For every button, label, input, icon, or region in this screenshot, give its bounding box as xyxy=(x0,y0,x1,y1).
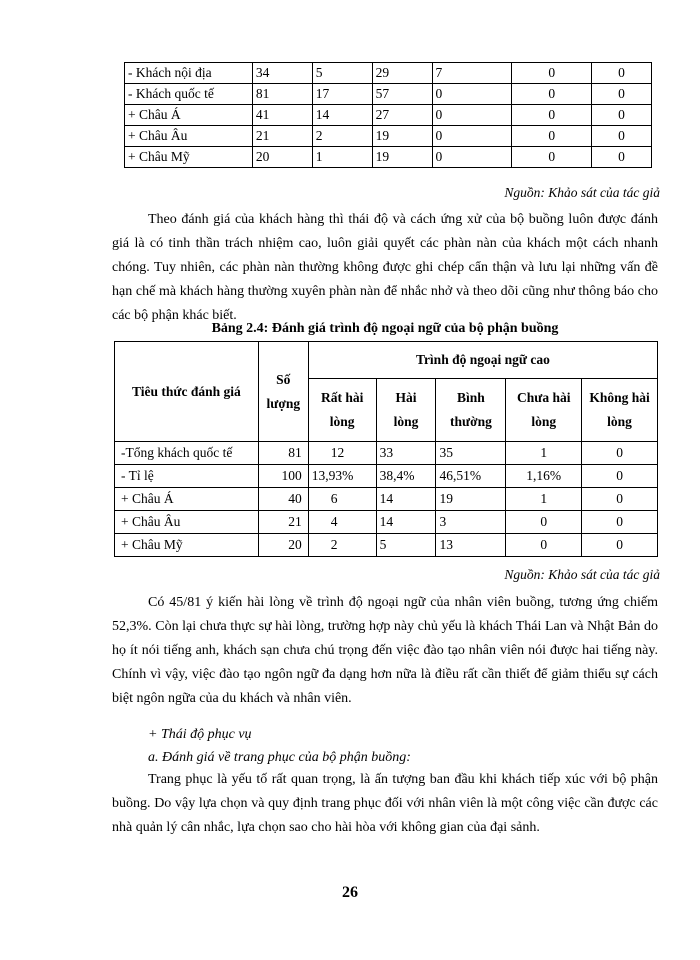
table-cell: 14 xyxy=(376,511,436,534)
table-row xyxy=(115,465,658,488)
table-cell: 0 xyxy=(592,84,652,105)
table-1-body xyxy=(125,63,652,168)
header-level: Hài lòng xyxy=(376,379,436,442)
table-2-source: Nguồn: Khảo sát của tác giả xyxy=(504,567,660,582)
table-1-source: Nguồn: Khảo sát của tác giả xyxy=(504,185,660,200)
paragraph-3 xyxy=(112,768,658,840)
table-2-header xyxy=(115,342,658,442)
table-cell: 35 xyxy=(436,442,506,465)
table-cell: + Châu Á xyxy=(115,488,259,511)
table-cell: 14 xyxy=(312,105,372,126)
table-cell: + Châu Âu xyxy=(115,511,259,534)
header-criteria: Tiêu thức đánh giá xyxy=(115,342,259,442)
table-cell: 0 xyxy=(432,105,512,126)
table-cell: + Châu Âu xyxy=(125,126,253,147)
table-cell: 57 xyxy=(372,84,432,105)
table-cell: 5 xyxy=(376,534,436,557)
table-cell: 33 xyxy=(376,442,436,465)
table-cell: 0 xyxy=(592,105,652,126)
subheading-attitude: + Thái độ phục vụ xyxy=(148,727,252,742)
table-cell: 0 xyxy=(592,126,652,147)
table-cell: 27 xyxy=(372,105,432,126)
table-cell: 0 xyxy=(592,147,652,168)
table-cell: 41 xyxy=(252,105,312,126)
table-cell: 0 xyxy=(582,488,658,511)
table-cell: 12 xyxy=(308,442,376,465)
table-cell: - Khách quốc tế xyxy=(125,84,253,105)
table-cell: 14 xyxy=(376,488,436,511)
table-cell: 21 xyxy=(258,511,308,534)
table-cell: 34 xyxy=(252,63,312,84)
paragraph-2-text: Có 45/81 ý kiến hài lòng về trình độ ngoại ngữ của nhân viên buồng, tương ứng chiếm 52,3%. Còn lại chưa thực sự hài lòng, trường hợp này chủ yếu là khách Thái Lan và Nhật Bản do họ ít nói tiếng anh, khách sạn chưa chú trọng đến việc đào tạo nhân viên nói được hai tiếng này. Chính vì vậy, việc đào tạo ngôn ngữ đa dạng hơn nữa là điều rất cần thiết để giảm thiểu sự cách biệt ngôn ngữa của du khách và nhân viên. xyxy=(112,595,658,706)
table-cell: + Châu Mỹ xyxy=(125,147,253,168)
table-cell: + Châu Á xyxy=(125,105,253,126)
paragraph-2 xyxy=(112,591,658,711)
table-cell: 13 xyxy=(436,534,506,557)
table-header-row xyxy=(115,342,658,379)
paragraph-1-text: Theo đánh giá của khách hàng thì thái độ và cách ứng xử của bộ buồng luôn được đánh giá là có tinh thần trách nhiệm cao, luôn giải quyết các phàn nàn của khách một cách nhanh chóng. Tuy nhiên, các phàn nàn thường không được ghi chép cẩn thận và lưu lại những vấn đề hạn chế mà khách hàng thường xuyên phàn nàn để nhắc nhở và theo dõi cũng như thông báo cho các bộ phận khác biết. xyxy=(112,212,658,323)
table-cell: 29 xyxy=(372,63,432,84)
table-cell: 3 xyxy=(436,511,506,534)
table-cell: 1 xyxy=(312,147,372,168)
table-cell: 1,16% xyxy=(506,465,582,488)
page-number: 26 xyxy=(342,884,358,901)
table-cell: 40 xyxy=(258,488,308,511)
table-cell: 4 xyxy=(308,511,376,534)
table-cell: 19 xyxy=(436,488,506,511)
table-cell: 21 xyxy=(252,126,312,147)
table-cell: 19 xyxy=(372,147,432,168)
table-cell: 17 xyxy=(312,84,372,105)
table-row xyxy=(115,442,658,465)
table-row xyxy=(125,84,652,105)
table-cell: - Khách nội địa xyxy=(125,63,253,84)
table-cell: 2 xyxy=(312,126,372,147)
table-cell: 6 xyxy=(308,488,376,511)
table-cell: 20 xyxy=(252,147,312,168)
table-row xyxy=(125,126,652,147)
table-cell: - Tỉ lệ xyxy=(115,465,259,488)
table-row xyxy=(125,63,652,84)
header-quantity: Số lượng xyxy=(258,342,308,442)
table-cell: 0 xyxy=(582,465,658,488)
table-cell: 0 xyxy=(432,147,512,168)
table-cell: 0 xyxy=(506,511,582,534)
paragraph-1 xyxy=(112,208,658,328)
table-cell: 46,51% xyxy=(436,465,506,488)
header-level: Không hài lòng xyxy=(582,379,658,442)
table-cell: 0 xyxy=(582,442,658,465)
header-group: Trình độ ngoại ngữ cao xyxy=(308,342,657,379)
table-cell: 1 xyxy=(506,488,582,511)
table-row xyxy=(125,147,652,168)
header-level: Bình thường xyxy=(436,379,506,442)
table-cell: 0 xyxy=(506,534,582,557)
table-cell: -Tổng khách quốc tế xyxy=(115,442,259,465)
table-cell: 20 xyxy=(258,534,308,557)
table-cell: + Châu Mỹ xyxy=(115,534,259,557)
table-cell: 0 xyxy=(512,126,592,147)
table-cell: 81 xyxy=(252,84,312,105)
header-level: Rất hài lòng xyxy=(308,379,376,442)
table-row xyxy=(125,105,652,126)
table-cell: 0 xyxy=(582,511,658,534)
table-cell: 100 xyxy=(258,465,308,488)
table-cell: 0 xyxy=(512,63,592,84)
table-cell: 1 xyxy=(506,442,582,465)
table-cell: 0 xyxy=(592,63,652,84)
header-level: Chưa hài lòng xyxy=(506,379,582,442)
table-cell: 0 xyxy=(432,126,512,147)
table-cell: 81 xyxy=(258,442,308,465)
table-row xyxy=(115,534,658,557)
table-row xyxy=(115,488,658,511)
subheading-uniform: a. Đánh giá về trang phục của bộ phận buồng: xyxy=(148,750,411,765)
table-cell: 2 xyxy=(308,534,376,557)
table-cell: 5 xyxy=(312,63,372,84)
table-cell: 19 xyxy=(372,126,432,147)
table-2-body xyxy=(115,442,658,557)
table-1 xyxy=(124,62,652,168)
table-cell: 0 xyxy=(512,84,592,105)
paragraph-3-text: Trang phục là yếu tố rất quan trọng, là ấn tượng ban đầu khi khách tiếp xúc với bộ phận buồng. Do vậy lựa chọn và quy định trang phục đối với nhân viên là một công việc cần được các nhà quản lý cân nhắc, lựa chọn sao cho hài hòa với không gian của đại sảnh. xyxy=(112,772,658,835)
table-cell: 0 xyxy=(512,147,592,168)
table-2-title: Bảng 2.4: Đánh giá trình độ ngoại ngữ của bộ phận buồng xyxy=(211,321,559,336)
table-cell: 13,93% xyxy=(308,465,376,488)
table-cell: 38,4% xyxy=(376,465,436,488)
table-cell: 0 xyxy=(512,105,592,126)
table-cell: 0 xyxy=(432,84,512,105)
table-cell: 0 xyxy=(582,534,658,557)
table-cell: 7 xyxy=(432,63,512,84)
table-row xyxy=(115,511,658,534)
table-2 xyxy=(114,341,658,557)
